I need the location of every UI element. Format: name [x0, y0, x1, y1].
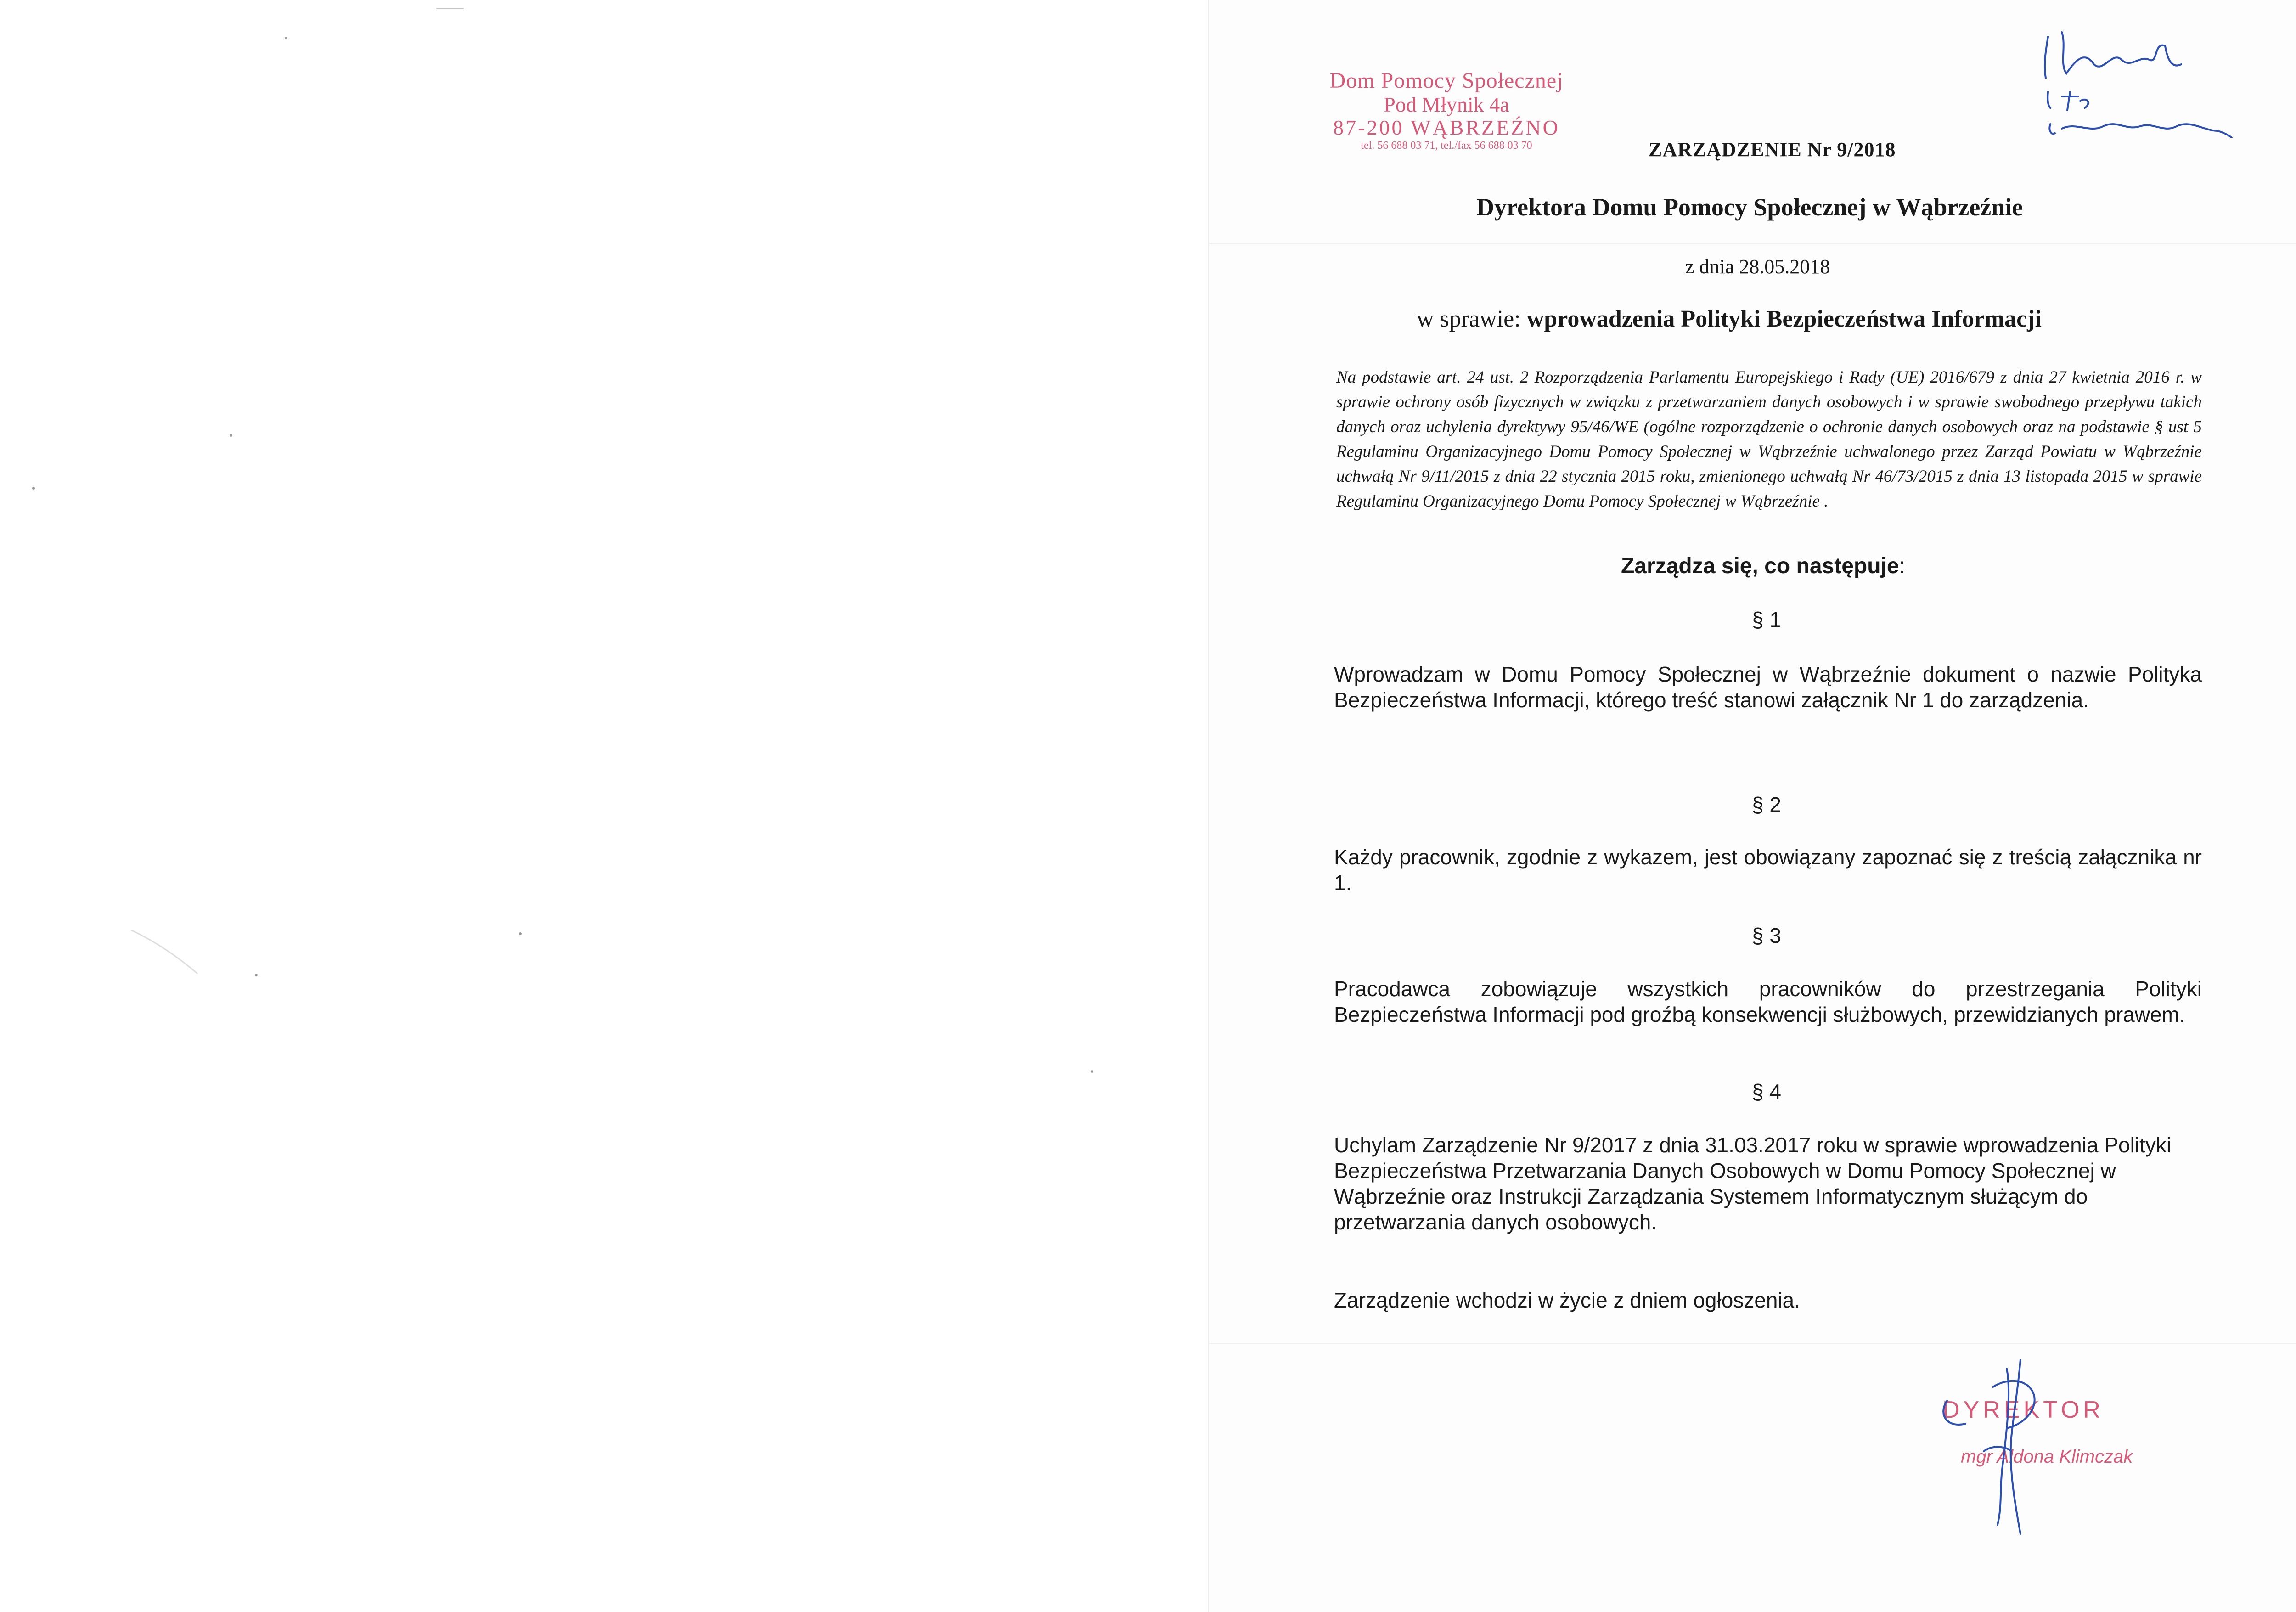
section-3-sign: § 3 [1752, 924, 1781, 947]
closing-statement: Zarządzenie wchodzi w życie z dniem ogłoszenia. [1334, 1288, 1801, 1312]
scan-speck [1091, 1070, 1093, 1073]
legal-basis-paragraph: Na podstawie art. 24 ust. 2 Rozporządzenia Parlamentu Europejskiego i Rady (UE) 2016/679 z dnia 27 kwietnia 2016 r. w sprawie ochrony osób fizycznych w związku z przetwarzaniem danych osobowych i w sprawie swobodnego przepływu takich danych oraz uchylenia dyrektywy 95/46/WE (ogólne rozporządzenie o ochronie danych osobowych oraz na podstawie § ust 5 Regulaminu Organizacyjnego Domu Pomocy Społecznej w Wąbrzeźnie uchwalonego przez Zarząd Powiatu w Wąbrzeźnie uchwałą Nr 9/11/2015 z dnia 22 stycznia 2015 roku, zmienionego uchwałą Nr 46/73/2015 z dnia 13 listopada 2015 w sprawie Regulaminu Organizacyjnego Domu Pomocy Społecznej w Wąbrzeźnie . [1336, 368, 2202, 511]
signature-stamp-title: DYREKTOR [1942, 1397, 2104, 1423]
scan-speck [519, 932, 522, 935]
signature-stamp-name: mgr Aldona Klimczak [1961, 1447, 2133, 1467]
scan-speck [230, 434, 232, 437]
stamp-line-phone: tel. 56 688 03 71, tel./fax 56 688 03 70 [1361, 139, 1532, 152]
stamp-line-city: 87-200 WĄBRZEŹNO [1333, 116, 1560, 140]
scan-speck [255, 974, 258, 976]
scan-line [1209, 1343, 2296, 1344]
stamp-line-street: Pod Młynik 4a [1384, 92, 1509, 116]
scan-mark [436, 8, 464, 9]
document-subject [1417, 305, 2042, 333]
document-title: ZARZĄDZENIE Nr 9/2018 [1649, 138, 1896, 161]
scan-scratch [129, 928, 202, 978]
section-2-sign: § 2 [1752, 793, 1781, 817]
subject-prefix: w sprawie: [1417, 306, 1521, 332]
orders-heading-colon: : [1899, 554, 1905, 578]
section-4-sign: § 4 [1752, 1080, 1781, 1104]
section-2-text: Każdy pracownik, zgodnie z wykazem, jest obowiązany zapoznać się z treścią załącznika nr 1. [1334, 845, 2202, 895]
handwritten-initials [2034, 23, 2236, 138]
scan-line [1209, 243, 2296, 244]
section-1-text: Wprowadzam w Domu Pomocy Społecznej w Wąbrzeźnie dokument o nazwie Polityka Bezpieczeństwa Informacji, którego treść stanowi załącznik Nr 1 do zarządzenia. [1334, 662, 2202, 712]
section-1-sign: § 1 [1752, 608, 1781, 631]
orders-heading-text: Zarządza się, co następuje [1621, 554, 1899, 578]
document-date: z dnia 28.05.2018 [1685, 255, 1830, 278]
subject-text: wprowadzenia Polityki Bezpieczeństwa Informacji [1526, 306, 2042, 332]
orders-heading [1621, 553, 1905, 579]
scan-speck [285, 37, 287, 39]
handwritten-signature [1938, 1359, 2195, 1552]
section-3-text: Pracodawca zobowiązuje wszystkich pracowników do przestrzegania Polityki Bezpieczeństwa Informacji pod groźbą konsekwencji służbowych, przewidzianych prawem. [1334, 977, 2202, 1026]
document-issuer: Dyrektora Domu Pomocy Społecznej w Wąbrzeźnie [1476, 193, 2023, 221]
section-4-text: Uchylam Zarządzenie Nr 9/2017 z dnia 31.03.2017 roku w sprawie wprowadzenia Polityki Bezpieczeństwa Przetwarzania Danych Osobowych w Domu Pomocy Społecznej w Wąbrzeźnie oraz Instrukcji Zarządzania Systemem Informatycznym służącym do przetwarzania danych osobowych. [1334, 1133, 2172, 1234]
stamp-line-name: Dom Pomocy Społecznej [1329, 68, 1564, 93]
scan-speck [32, 487, 35, 490]
institution-stamp [1286, 69, 1607, 152]
